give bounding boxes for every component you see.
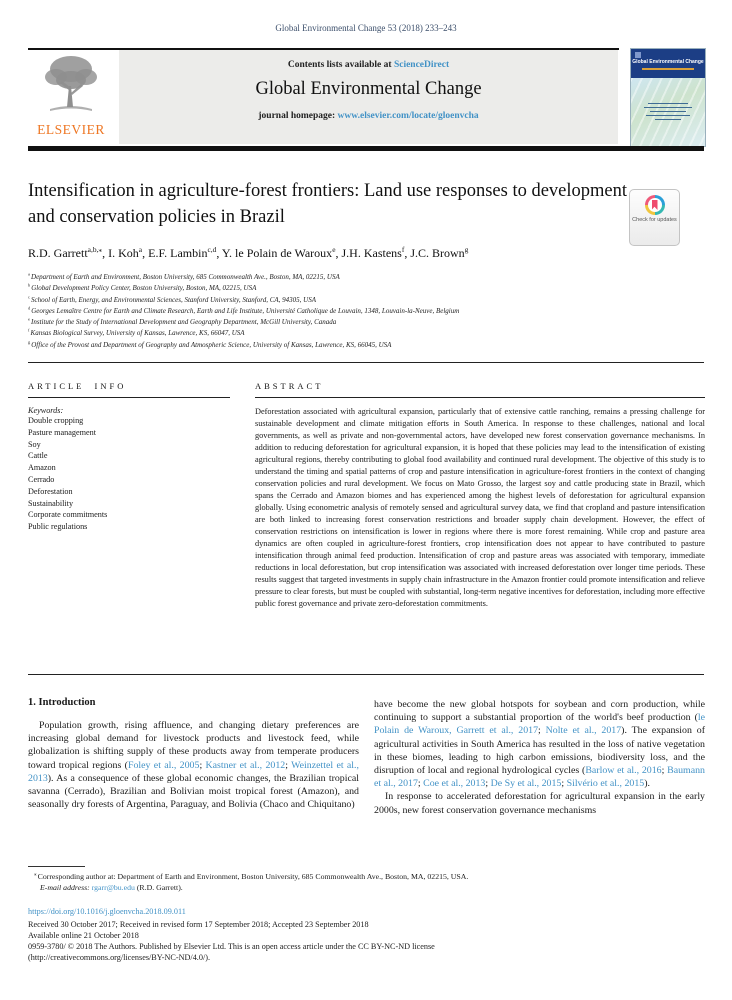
keyword-item: Pasture management (28, 427, 96, 437)
keyword-item: Cattle (28, 451, 48, 461)
inline-link[interactable]: le Polain de Waroux, Garrett et al., 2017 (374, 712, 705, 737)
elsevier-logo[interactable] (26, 53, 116, 143)
footnote-rule (28, 866, 85, 867)
inline-link[interactable]: Nolte et al., 2017 (545, 725, 622, 737)
abstract-text: Deforestation associated with agricultural expansion, particularly that of extensive cattle ranching, remains a pressing challenge for sustainable development and climate mitigation efforts in South America. In response to these challenges, national and local governments, as well as private and non-governmental actors, have developed new forest conservation governance mechanisms. In addition to reducing deforestation for agricultural expansion, it is hoped that these policies may lead to the intensification of existing agricultural regions, thereby contributing to global food availability and continued rural development. The objective of this study is to understand the timing and spatial patterns of crop and pasture intensification in agriculture-forest frontiers in the context of changing conservation policies and rural development. We focus on Mato Grosso, the largest soy and cattle producing state in Brazil, which spans the Cerrado and Amazon biomes and has experienced among the highest levels of deforestation for agricultural expansion globally. Using econometric analysis of remotely sensed and agricultural survey data, we find that cropland and pasture intensification are both linked to increasing forest conservation restrictions and broader supply chain development. However, the effect of conservation restrictions on intensification is lower in regions where there is more forest remaining. While crop and pasture area dynamics are often coupled in agriculture-forest frontiers, crop intensification does not appear to have contributed to pasture intensification through animal feed production. Intensification of crop and pasture areas was associated with temporary, immediate reductions in local deforestation, but crop intensification was associated with increased deforestation over longer time periods. These results suggest that targeted investments in supply chain infrastructure in the Amazon frontier could promote intensification and relieve pressure to clear forests, but must be coupled with substantial, long-term negative incentives for deforestation, including more effective public forest governance and private zero-deforestation commitments. (255, 407, 705, 608)
affiliation-line: $^f$ Kansas Biological Survey, University of Kansas, Lawrence, KS, 66047, USA (28, 328, 245, 338)
journal-header-box (119, 50, 618, 144)
abstract-rule (255, 397, 705, 398)
homepage-line (119, 111, 618, 121)
keywords-label: Keywords: (28, 406, 64, 415)
homepage-prefix: journal homepage: (258, 111, 338, 121)
inline-link[interactable]: Coe et al., 2013 (423, 778, 486, 790)
journal-cover-thumbnail[interactable] (630, 48, 706, 147)
keyword-item: Soy (28, 439, 41, 449)
check-updates-label: Check for updates (632, 217, 677, 223)
keyword-item: Sustainability (28, 498, 74, 508)
elsevier-tree-icon (40, 106, 102, 123)
elsevier-wordmark: ELSEVIER (37, 122, 105, 137)
inline-link[interactable]: Kastner et al., 2012 (205, 759, 286, 771)
intro-column-left (28, 719, 359, 811)
email-note: E-mail address: rgarr@bu.edu (R.D. Garrett). (40, 883, 183, 892)
keyword-item: Corporate commitments (28, 510, 108, 520)
keyword-item: Amazon (28, 463, 56, 473)
article-info-heading: ARTICLE INFO (28, 381, 127, 391)
affiliation-line: $^g$ Office of the Provost and Department of Geography and Atmospheric Science, University of Kansas, Lawrence, KS, 66045, USA (28, 339, 392, 349)
copyright-line: 0959-3780/ © 2018 The Authors. Published by Elsevier Ltd. This is an open access article under the CC BY-NC-ND license (28, 942, 435, 951)
cover-logo-icon (635, 52, 641, 58)
keyword-item: Double cropping (28, 416, 84, 425)
cover-subtitle-bar (642, 68, 694, 70)
inline-link[interactable]: Weinzettel et al., 2013 (28, 759, 359, 784)
doi-link[interactable]: https://doi.org/10.1016/j.gloenvcha.2018.09.011 (28, 907, 186, 916)
cover-map-art (631, 78, 705, 146)
inline-link[interactable]: Silvério et al., 2015 (566, 778, 645, 790)
bookmark-icon (652, 200, 658, 210)
keyword-item: Cerrado (28, 474, 55, 484)
inline-link[interactable]: Foley et al., 2005 (127, 759, 200, 771)
header-bottom-bar (28, 146, 704, 151)
cover-text-lines (631, 100, 705, 123)
journal-citation-line: Global Environmental Change 53 (2018) 233–243 (275, 23, 457, 33)
contents-prefix: Contents lists available at (287, 60, 394, 70)
journal-title: Global Environmental Change (255, 79, 482, 99)
inline-link[interactable]: De Sy et al., 2015 (490, 778, 562, 790)
received-line: Received 30 October 2017; Received in revised form 17 September 2018; Accepted 23 September 2018 (28, 920, 369, 929)
intro-paragraph: have become the new global hotspots for soybean and corn production, while continuing to support a substantial proportion of the world's beef production (le Polain de Waroux, Garrett et al., 2017; Nolte et al., 2017). The expansion of agricultural activities in South America has resulted in the loss of native vegetation in these biomes, leading to high carbon emissions, biodiversity loss, and the disruption of local and regional hydrological cycles (Barlow et al., 2016; Baumann et al., 2017; Coe et al., 2013; De Sy et al., 2015; Silvério et al., 2015). (374, 699, 705, 790)
inline-link[interactable]: rgarr@bu.edu (91, 883, 135, 892)
check-updates-icon (645, 195, 665, 215)
available-online-line: Available online 21 October 2018 (28, 931, 139, 940)
affiliation-line: $^e$ Institute for the Study of International Development and Geography Department, McGill University, Canada (28, 316, 337, 327)
affiliation-line: $^b$ Global Development Policy Center, Boston University, Boston, MA, 02215, USA (28, 282, 257, 293)
homepage-link[interactable]: www.elsevier.com/locate/gloenvcha (337, 111, 479, 121)
inline-link[interactable]: Baumann et al., 2017 (374, 765, 705, 790)
keyword-item: Deforestation (28, 486, 73, 496)
authors-line: R.D. Garrett$^{a,b,⁎}$, I. Koh$^a$, E.F. Lambin$^{c,d}$, Y. le Polain de Waroux$^e$, J.H. Kastens$^f$, J.C. Brown$^g$ (28, 245, 469, 260)
abstract-heading: ABSTRACT (255, 381, 324, 391)
affiliation-line: $^a$ Department of Earth and Environment, Boston University, 685 Commonwealth Ave., Boston, MA, 02215, USA (28, 271, 340, 281)
affiliations (28, 272, 704, 351)
affiliation-line: $^d$ Georges Lemaître Centre for Earth and Climate Research, Earth and Life Institute, Université Catholique de Louvain, 1348, Louvain-la-Neuve, Belgium (28, 305, 460, 315)
check-updates-badge[interactable] (629, 189, 680, 246)
sciencedirect-link[interactable]: ScienceDirect (393, 60, 450, 70)
intro-paragraph: Population growth, rising affluence, and changing dietary preferences are increasing global demand for livestock products and livestock feed, while globalization is shifting supply of these products away from temperate producers toward tropical regions (Foley et al., 2005; Kastner et al., 2012; Weinzettel et al., 2013). As a consequence of these global economic changes, the Brazilian tropical savanna (Cerrado), Brazilian and Bolivian moist tropical forest (Amazon), and seasonally dry forests of Argentina, Paraguay, and Bolivia (Chaco and Chiquitano) (28, 720, 359, 811)
keyword-item: Public regulations (28, 522, 88, 532)
article-info-rule (28, 397, 230, 398)
section-divider (28, 674, 704, 675)
divider (28, 362, 704, 363)
contents-line (119, 60, 618, 70)
inline-link[interactable]: Barlow et al., 2016 (585, 765, 662, 777)
abstract-column (255, 381, 705, 610)
corresponding-author-note: ⁎ Corresponding author at: Department of Earth and Environment, Boston University, 685 Commonwealth Ave., Boston, MA, 02215, USA. (34, 872, 469, 881)
license-line: (http://creativecommons.org/licenses/BY-NC-ND/4.0/). (28, 953, 210, 962)
intro-column-right (374, 698, 705, 817)
intro-heading: 1. Introduction (28, 697, 96, 708)
cover-header (631, 49, 705, 78)
article-title: Intensification in agriculture-forest frontiers: Land use responses to development and conservation policies in Brazil (28, 181, 628, 227)
cover-title: Global Environmental Change (632, 59, 704, 65)
affiliation-line: $^c$ School of Earth, Energy, and Environmental Sciences, Stanford University, Stanford, CA, 94305, USA (28, 294, 316, 304)
article-info-column (28, 381, 230, 533)
intro-paragraph: In response to accelerated deforestation for agricultural expansion in the early 2000s, new forest conservation governance mechanisms (374, 791, 705, 816)
